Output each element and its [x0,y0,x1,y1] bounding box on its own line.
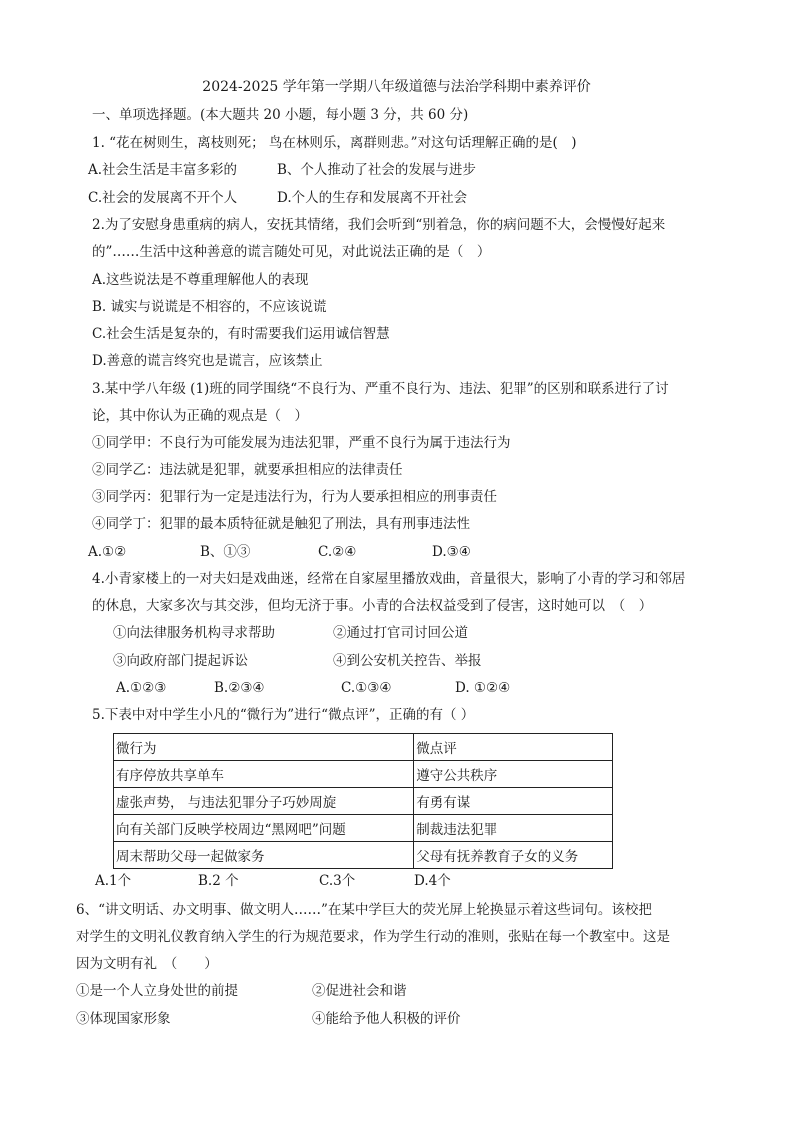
q4-option-a: A.①②③ [116,680,167,696]
q4-statement-1: ①向法律服务机构寻求帮助 [113,625,275,641]
q6-statement-2: ②促进社会和谐 [312,983,407,999]
table-cell: 遵守公共秩序 [414,761,613,788]
table-row [114,761,613,788]
q6-statement-4: ④能给予他人积极的评价 [312,1011,461,1027]
question-2-stem-line-2: 的”……生活中这种善意的谎言随处可见，对此说法正确的是（ ） [92,244,491,260]
table-cell: 有序停放共享单车 [114,761,414,788]
table-header-cell: 微点评 [414,734,613,761]
q3-statement-2: ②同学乙：违法就是犯罪，就要承担相应的法律责任 [92,462,403,478]
q1-option-d: D.个人的生存和发展离不开社会 [277,190,468,206]
table-row [114,842,613,869]
table-cell: 制裁违法犯罪 [414,815,613,842]
table-row [114,815,613,842]
q4-statement-3: ③向政府部门提起诉讼 [113,653,248,669]
q4-option-b: B.②③④ [214,680,265,696]
q5-option-b: B.2 个 [198,873,239,889]
question-2-stem-line-1: 2.为了安慰身患重病的病人，安抚其情绪，我们会听到“别着急，你的病问题不大，会慢慢好起来 [92,217,666,233]
question-1-stem: 1. “花在树则生，离枝则死； 鸟在林则乐，离群则悲。”对这句话理解正确的是( ) [92,135,577,151]
question-6-stem-line-1: 6、“讲文明话、办文明事、做文明人……”在某中学巨大的荧光屏上轮换显示着这些词句。该校把 [76,902,652,918]
q1-option-c: C.社会的发展离不开个人 [88,190,238,206]
table-cell: 周末帮助父母一起做家务 [114,842,414,869]
q3-statement-3: ③同学丙：犯罪行为一定是违法行为，行为人要承担相应的刑事责任 [92,489,497,505]
q3-statement-1: ①同学甲：不良行为可能发展为违法犯罪，严重不良行为属于违法行为 [92,435,511,451]
q1-option-a: A.社会生活是丰富多彩的 [88,162,238,178]
micro-behavior-table [113,733,613,869]
q3-option-b: B、①③ [200,544,251,560]
question-3-stem-line-2: 论，其中你认为正确的观点是（ ） [92,408,308,424]
table-header-row [114,734,613,761]
q4-statement-4: ④到公安机关控告、举报 [333,653,482,669]
q2-option-a: A.这些说法是不尊重理解他人的表现 [92,272,309,288]
q4-option-c: C.①③④ [341,680,392,696]
q4-option-d: D. ①②④ [455,680,511,696]
page-title: 2024-2025 学年第一学期八年级道德与法治学科期中素养评价 [202,79,591,95]
q6-statement-1: ①是一个人立身处世的前提 [76,983,238,999]
q4-statement-2: ②通过打官司讨回公道 [333,625,468,641]
question-4-stem-line-2: 的休息，大家多次与其交涉，但均无济于事。小青的合法权益受到了侵害，这时她可以 （ ） [92,598,653,614]
q6-statement-3: ③体现国家形象 [76,1011,171,1027]
q3-option-c: C.②④ [318,544,357,560]
section-heading: 一、单项选择题。(本大题共 20 小题，每小题 3 分，共 60 分) [92,107,469,123]
q5-option-d: D.4个 [414,873,451,889]
question-6-stem-line-2: 对学生的文明礼仪教育纳入学生的行为规范要求，作为学生行动的准则，张贴在每一个教室中。这是 [76,929,670,945]
q2-option-b: B. 诚实与说谎是不相容的，不应该说谎 [92,299,327,315]
question-5-stem: 5.下表中对中学生小凡的“微行为”进行“微点评”，正确的有（ ） [92,707,475,723]
q3-statement-4: ④同学丁：犯罪的最本质特征就是触犯了刑法，具有刑事违法性 [92,516,470,532]
question-6-stem-line-3: 因为文明有礼 （ ） [76,956,218,972]
q3-option-a: A.①② [88,544,127,560]
table-cell: 有勇有谋 [414,788,613,815]
q5-option-a: A.1个 [95,873,132,889]
table-header-cell: 微行为 [114,734,414,761]
table-cell: 父母有抚养教育子女的义务 [414,842,613,869]
table-cell: 虚张声势， 与违法犯罪分子巧妙周旋 [114,788,414,815]
question-4-stem-line-1: 4.小青家楼上的一对夫妇是戏曲迷，经常在自家屋里播放戏曲，音量很大，影响了小青的学习和邻居 [92,571,686,587]
q1-option-b: B、个人推动了社会的发展与进步 [277,162,476,178]
table-row [114,788,613,815]
q2-option-c: C.社会生活是复杂的，有时需要我们运用诚信智慧 [92,326,390,342]
table-cell: 向有关部门反映学校周边“黑网吧”问题 [114,815,414,842]
question-3-stem-line-1: 3.某中学八年级 (1)班的同学围绕“不良行为、严重不良行为、违法、犯罪”的区别和联系进行了讨 [92,381,669,397]
q5-option-c: C.3个 [319,873,356,889]
q2-option-d: D.善意的谎言终究也是谎言，应该禁止 [92,353,323,369]
q3-option-d: D.③④ [432,544,471,560]
